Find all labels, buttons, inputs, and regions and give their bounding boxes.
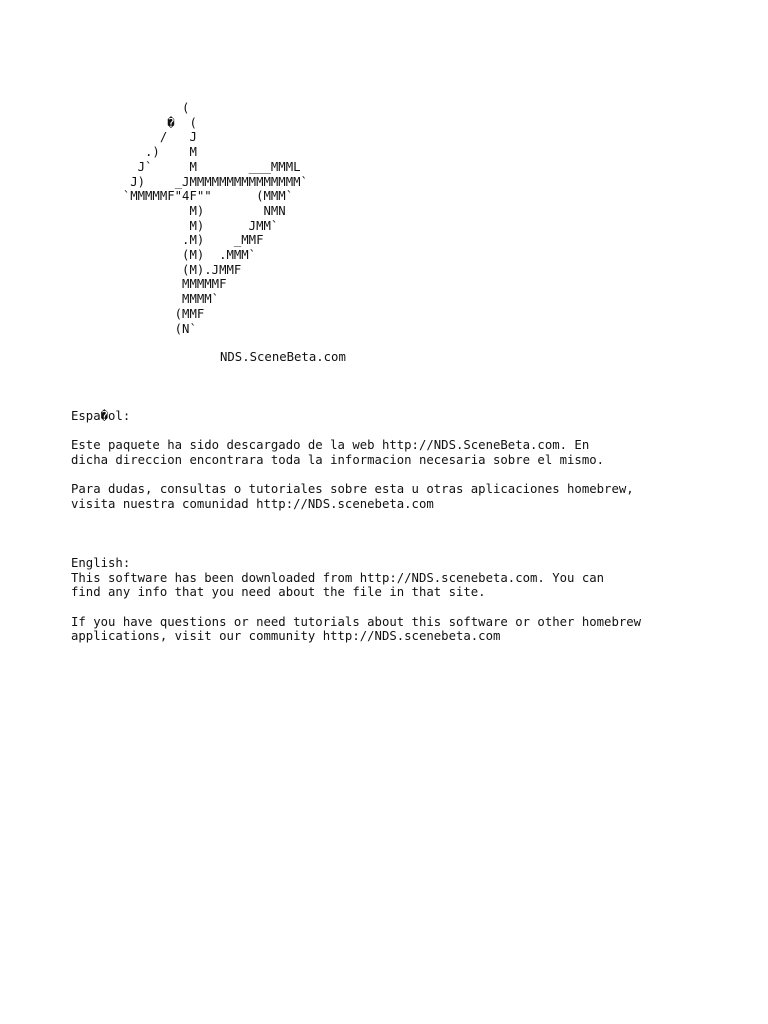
english-section xyxy=(71,556,641,644)
english-heading: English: xyxy=(71,556,131,570)
site-caption: NDS.SceneBeta.com xyxy=(220,350,346,364)
spanish-paragraph-download: Este paquete ha sido descargado de la web http://NDS.SceneBeta.com. En dicha direccion encontrara toda la informacion necesaria sobre el mismo. xyxy=(71,438,605,468)
blank-line xyxy=(71,424,634,439)
english-paragraph-download: This software has been downloaded from http://NDS.scenebeta.com. You can find any info that you need about the file in that site. xyxy=(71,570,605,600)
blank-line xyxy=(71,600,641,615)
blank-line xyxy=(71,468,634,483)
ascii-art-logo: ( � ( / J .) M J` M ___MMML J) _JMMMMMMMMMMMMMMM` `MMMMMF"4F"" (MMM` M) NMN M) JMM` .M) _MMF (M) .MMM` (M).JMMF MMMMMF MMMM` (MMF (N` xyxy=(122,101,308,336)
spanish-section xyxy=(71,409,634,512)
english-paragraph-community: If you have questions or need tutorials about this software or other homebrew applications, visit our community http://NDS.scenebeta.com xyxy=(71,614,642,644)
spanish-heading: Espa�ol: xyxy=(71,409,131,423)
spanish-paragraph-community: Para dudas, consultas o tutoriales sobre esta u otras aplicaciones homebrew, visita nuestra comunidad http://NDS.scenebeta.com xyxy=(71,482,634,512)
